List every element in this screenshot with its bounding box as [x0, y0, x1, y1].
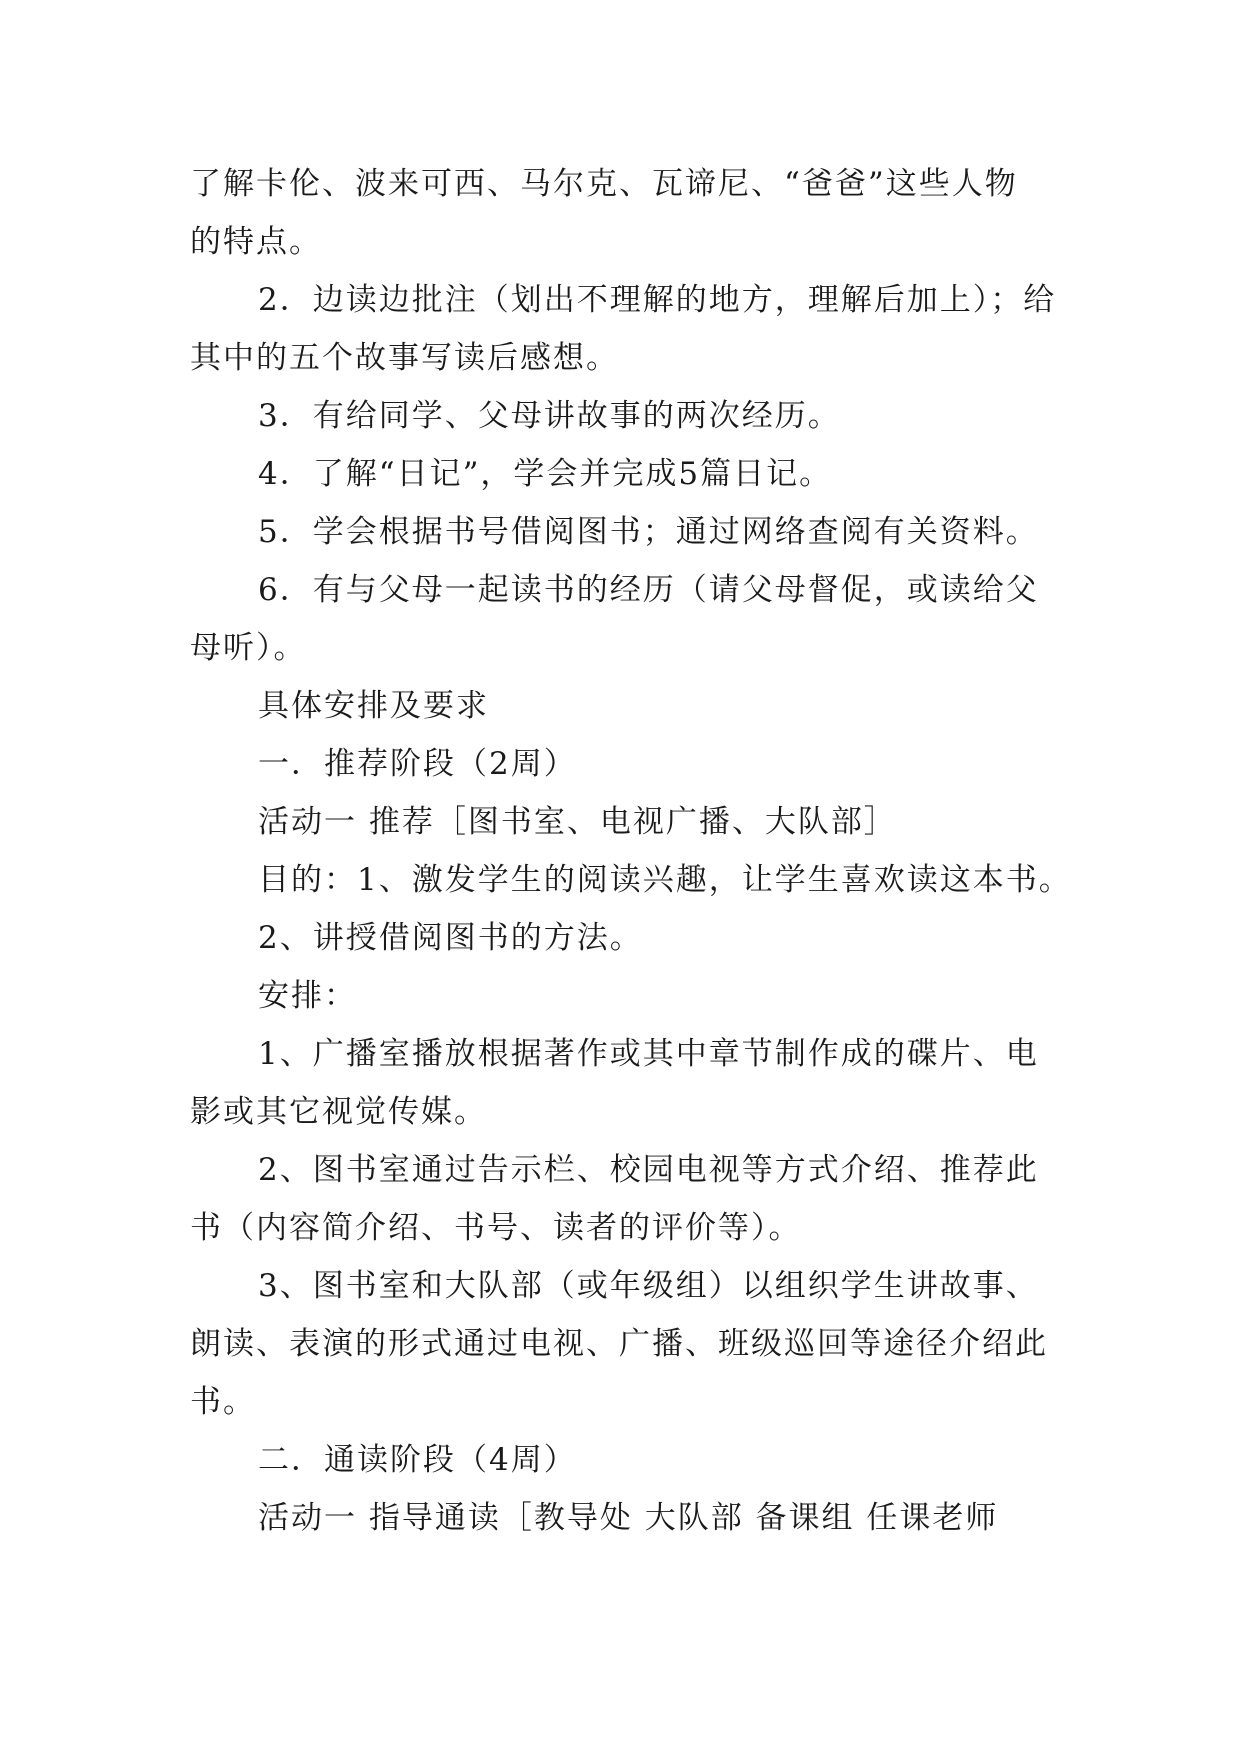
text-line: 2、图书室通过告示栏、校园电视等方式介绍、推荐此 [258, 1152, 1039, 1188]
text-line: 6．有与父母一起读书的经历（请父母督促，或读给父 [258, 572, 1039, 608]
activity-heading: 活动一 指导通读［教导处 大队部 备课组 任课老师 [258, 1500, 999, 1536]
text-line: 影或其它视觉传媒。 [190, 1094, 487, 1130]
text-line: 2．边读边批注（划出不理解的地方，理解后加上）；给 [258, 282, 1057, 318]
text-line: 其中的五个故事写读后感想。 [190, 340, 619, 376]
stage-heading: 二．通读阶段（4周） [258, 1442, 577, 1478]
text-line: 3．有给同学、父母讲故事的两次经历。 [258, 398, 841, 434]
text-line: 3、图书室和大队部（或年级组）以组织学生讲故事、 [258, 1268, 1039, 1304]
text-line: 1、广播室播放根据著作或其中章节制作成的碟片、电 [258, 1036, 1039, 1072]
text-line: 的特点。 [190, 224, 322, 260]
text-line: 安排： [258, 978, 357, 1014]
text-line: 4．了解“日记”，学会并完成5篇日记。 [258, 456, 833, 492]
text-line: 朗读、表演的形式通过电视、广播、班级巡回等途径介绍此 [190, 1326, 1048, 1362]
activity-heading: 活动一 推荐［图书室、电视广播、大队部］ [258, 804, 897, 840]
stage-heading: 一．推荐阶段（2周） [258, 746, 577, 782]
section-heading: 具体安排及要求 [258, 688, 489, 724]
text-line: 了解卡伦、波来可西、马尔克、瓦谛尼、“爸爸”这些人物 [190, 166, 1018, 202]
text-line: 目的：1、激发学生的阅读兴趣，让学生喜欢读这本书。 [258, 862, 1072, 898]
text-line: 2、讲授借阅图书的方法。 [258, 920, 643, 956]
text-line: 书（内容简介绍、书号、读者的评价等）。 [190, 1210, 802, 1246]
text-line: 母听）。 [190, 630, 307, 666]
text-line: 书。 [190, 1384, 256, 1420]
text-line: 5．学会根据书号借阅图书；通过网络查阅有关资料。 [258, 514, 1039, 550]
